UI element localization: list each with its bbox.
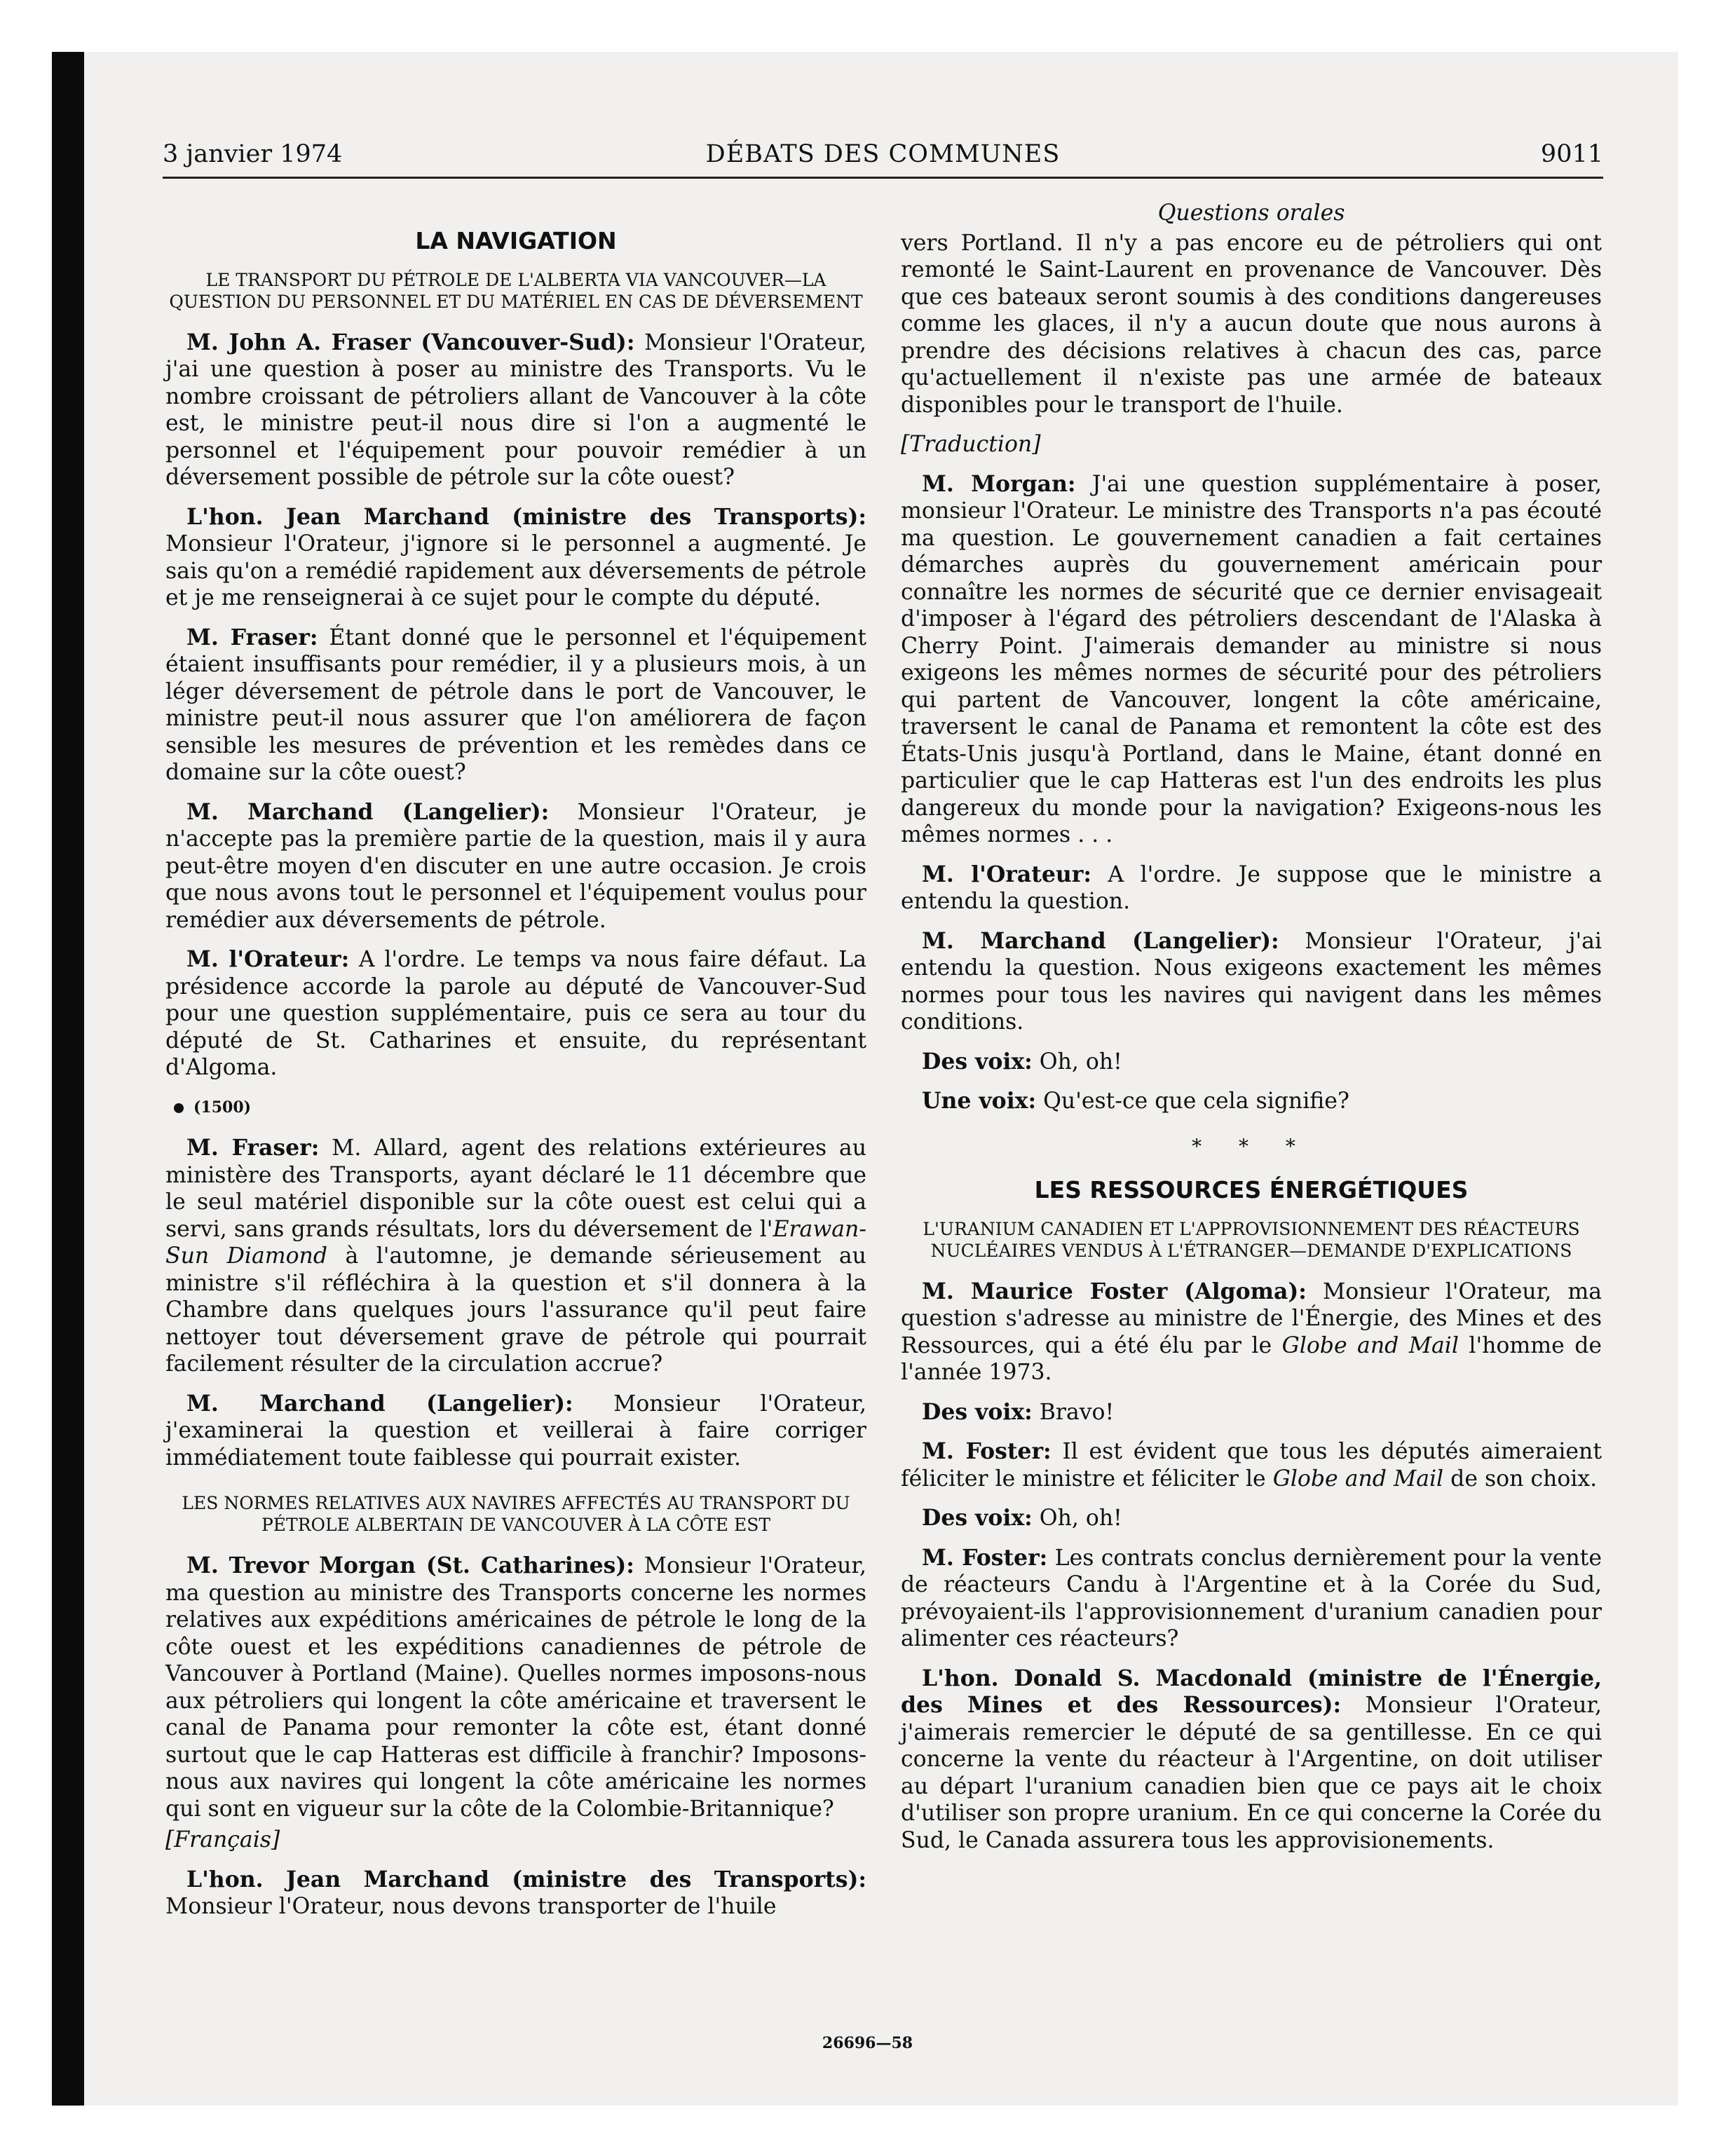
speaker-name: Des voix: <box>922 1505 1033 1531</box>
speaker-name: L'hon. Jean Marchand (ministre des Transports): <box>186 503 866 530</box>
subsection-title: LES NORMES RELATIVES AUX NAVIRES AFFECTÉS AU TRANSPORT DU PÉTROLE ALBERTAIN DE VANCOUVER À LA CÔTE EST <box>182 1493 850 1535</box>
speech-text: Monsieur l'Orateur, j'examinerai la question et veillerai à faire corriger immédiatement toute faiblesse qui pourrait exister. <box>165 1391 866 1471</box>
ship-name: Erawan-Sun Diamond <box>165 1216 866 1269</box>
speaker-name: M. Trevor Morgan (St. Catharines): <box>186 1553 634 1578</box>
time-marker <box>174 1094 866 1121</box>
section-separator: * * * <box>1192 1134 1311 1158</box>
speech-paragraph <box>901 1665 1602 1855</box>
bullet-icon <box>174 1103 184 1113</box>
speech-text: Bravo! <box>1032 1399 1115 1425</box>
header-page-number: 9011 <box>1540 140 1603 168</box>
speaker-name: M. John A. Fraser (Vancouver-Sud): <box>186 329 635 355</box>
speech-text: Monsieur l'Orateur, ma question au ministre des Transports concerne les normes relatives aux expéditions américaines de pétrole le long de la côte ouest et les expéditions canadiennes de pétrole de Vancouver à Portland (Maine). Quelles normes imposons-nous aux pétroliers qui longent la côte américaine et traversent le canal de Panama pour remonter la côte est, étant donné surtout que le cap Hatteras est difficile à franchir? Imposons-nous aux navires qui longent la côte américaine les normes qui sont en vigueur sur la côte de la Colombie-Britannique? <box>165 1553 866 1822</box>
speaker-name: M. Marchand (Langelier): <box>186 1390 573 1417</box>
speaker-name: M. Foster: <box>922 1438 1052 1464</box>
speech-paragraph <box>165 504 866 612</box>
running-head: Questions orales <box>1157 200 1345 226</box>
binding-edge <box>52 52 84 2106</box>
speech-paragraph <box>165 625 866 786</box>
speech-text: Étant donné que le personnel et l'équipement étaient insuffisants pour remédier, il y a plusieurs mois, à un léger déversement de pétrole dans le port de Vancouver, le ministre peut-il nous assurer que l'on améliorera de façon sensible les mesures de prévention et les remèdes dans ce domaine sur la côte ouest? <box>165 625 866 785</box>
speech-text: Monsieur l'Orateur, je n'accepte pas la première partie de la question, mais il y aura peut-être moyen d'en discuter en une autre occasion. Je crois que nous avons tout le personnel et l'équipement voulus pour remédier aux déversements de pétrole. <box>165 799 866 933</box>
speech-paragraph <box>165 946 866 1082</box>
header-date: 3 janvier 1974 <box>163 140 343 168</box>
speech-text: Qu'est-ce que cela signifie? <box>1036 1089 1349 1114</box>
speech-paragraph <box>901 1278 1602 1386</box>
speaker-name: M. Maurice Foster (Algoma): <box>922 1278 1307 1304</box>
speaker-name: M. Fraser: <box>186 1135 320 1161</box>
page-header <box>163 140 1603 175</box>
subsection-title: LE TRANSPORT DU PÉTROLE DE L'ALBERTA VIA VANCOUVER—LA QUESTION DU PERSONNEL ET DU MATÉRIEL EN CAS DE DÉVERSEMENT <box>169 269 863 312</box>
speech-text: M. Allard, agent des relations extérieures au ministère des Transports, ayant déclaré le 11 décembre que le seul matériel disponible sur la côte ouest est celui qui a servi, sans grands résultats, lors du déversement de l' <box>165 1135 866 1242</box>
speech-text: A l'ordre. Le temps va nous faire défaut. La présidence accorde la parole au député de Vancouver-Sud pour une question supplémentaire, puis ce sera au tour du député de St. Catharines et ensuite, du représentant d'Algoma. <box>165 947 867 1080</box>
speech-text: Monsieur l'Orateur, j'aimerais remercier le député de sa gentillesse. En ce qui concerne la vente du réacteur à l'Argentine, on doit utiliser au départ l'uranium canadien bien que ce pays ait le choix d'utiliser son propre uranium. En ce qui concerne la Corée du Sud, le Canada assurera tous les approvisionements. <box>901 1693 1602 1853</box>
speaker-name: Des voix: <box>922 1048 1033 1074</box>
speech-text: Oh, oh! <box>1032 1049 1122 1074</box>
speech-text: Monsieur l'Orateur, j'ai entendu la question. Nous exigeons exactement les mêmes normes pour tous les navires qui navigent dans les mêmes conditions. <box>901 928 1602 1035</box>
speaker-name: M. Fraser: <box>186 624 318 650</box>
speech-paragraph <box>165 1391 866 1472</box>
speaker-name: M. Morgan: <box>922 470 1076 497</box>
speech-text: l'homme de l'année 1973. <box>901 1332 1602 1385</box>
speech-text: Monsieur l'Orateur, ma question s'adresse au ministre de l'Énergie, des Mines et des Ressources, qui a été élu par le <box>901 1278 1602 1358</box>
speech-text: J'ai une question supplémentaire à poser, monsieur l'Orateur. Le ministre des Transports n'a pas écouté ma question. Le gouvernement canadien a fait certaines démarches auprès du gouvernement américain pour connaître les normes de sécurité que ce dernier envisageait d'imposer à l'égard des pétroliers descendant de l'Alaska à Cherry Point. J'aimerais demander au ministre si nous exigeons les mêmes normes de sécurité pour des pétroliers qui partent de Vancouver, longent la côte américaine, traversent le canal de Panama et remontent la côte est des États-Unis jusqu'à Portland, dans le Maine, étant donné en particulier que le cap Hatteras est l'un des endroits les plus dangereux du monde pour la navigation? Exigeons-nous les mêmes normes . . . <box>901 471 1602 847</box>
speech-text: Monsieur l'Orateur, j'ignore si le personnel a augmenté. Je sais qu'on a remédié rapidement aux déversements de pétrole et je me renseignerai à ce sujet pour le compte du député. <box>165 531 866 610</box>
speech-text: Il est évident que tous les députés aimeraient féliciter le ministre et féliciter le <box>901 1439 1602 1492</box>
speech-continuation: vers Portland. Il n'y a pas encore eu de pétroliers qui ont remonté le Saint-Laurent en provenance de Vancouver. Dès que ces bateaux seront soumis à des conditions dangereuses comme les glaces, il n'y a aucun doute que nous aurons à prendre des décisions relatives à chacun des cas, parce qu'actuellement il n'existe pas une armée de bateaux disponibles pour le transport de l'huile. <box>901 230 1602 418</box>
left-column <box>165 200 866 1933</box>
speech-paragraph <box>901 1049 1602 1076</box>
section-title-navigation: LA NAVIGATION <box>415 227 617 254</box>
speech-paragraph <box>165 1553 866 1822</box>
speaker-name: L'hon. Donald S. Macdonald (ministre de l'Énergie, des Mines et des Ressources): <box>901 1665 1602 1718</box>
speaker-name: M. l'Orateur: <box>186 946 350 972</box>
language-marker: [Français] <box>165 1827 280 1853</box>
speech-paragraph <box>901 1399 1602 1426</box>
speech-text: Les contrats conclus dernièrement pour la vente de réacteurs Candu à l'Argentine et à la Corée du Sud, prévoyaient-ils l'approvisionnement d'uranium canadien pour alimenter ces réacteurs? <box>901 1545 1602 1651</box>
speech-text: A l'ordre. Je suppose que le ministre a entendu la question. <box>901 861 1603 914</box>
speech-paragraph <box>165 1867 866 1920</box>
speech-paragraph <box>901 1505 1602 1532</box>
speaker-name: Des voix: <box>922 1398 1033 1425</box>
speech-paragraph <box>165 329 866 491</box>
speech-paragraph <box>901 1545 1602 1653</box>
speaker-name: Une voix: <box>922 1088 1037 1114</box>
newspaper-name: Globe and Mail <box>1272 1466 1444 1492</box>
speech-paragraph <box>901 861 1602 915</box>
speech-paragraph <box>901 1088 1602 1115</box>
speech-text: à l'automne, je demande sérieusement au ministre s'il réfléchira à la question et s'il donnera à la Chambre dans quelques jours l'assurance qu'il peut faire nettoyer tout déversement grave de pétrole qui pourrait facilement résulter de la circulation accrue? <box>165 1243 866 1377</box>
speech-paragraph <box>165 1135 866 1378</box>
header-rule <box>163 177 1603 179</box>
subsection-title: L'URANIUM CANADIEN ET L'APPROVISIONNEMENT DES RÉACTEURS NUCLÉAIRES VENDUS À L'ÉTRANGER—DEMANDE D'EXPLICATIONS <box>923 1218 1580 1261</box>
speech-text: de son choix. <box>1443 1466 1598 1492</box>
language-marker: [Traduction] <box>901 432 1041 457</box>
speaker-name: M. Foster: <box>922 1544 1048 1571</box>
speaker-name: L'hon. Jean Marchand (ministre des Transports): <box>186 1866 866 1892</box>
speech-paragraph <box>165 799 866 934</box>
speaker-name: M. Marchand (Langelier): <box>186 798 550 825</box>
speech-text: Monsieur l'Orateur, j'ai une question à poser au ministre des Transports. Vu le nombre croissant de pétroliers allant de Vancouver à la côte est, le ministre peut-il nous dire si l'on a augmenté le personnel et l'équipement pour pouvoir remédier à un déversement possible de pétrole sur la côte ouest? <box>165 329 867 490</box>
section-title-energy: LES RESSOURCES ÉNERGÉTIQUES <box>1034 1176 1469 1203</box>
speech-paragraph <box>901 471 1602 849</box>
speech-paragraph <box>901 1438 1602 1492</box>
speaker-name: M. Marchand (Langelier): <box>922 927 1279 954</box>
newspaper-name: Globe and Mail <box>1281 1332 1459 1358</box>
speech-text: Oh, oh! <box>1032 1506 1122 1531</box>
print-code: 26696—58 <box>822 2034 913 2052</box>
right-column <box>901 200 1602 1867</box>
header-title: DÉBATS DES COMMUNES <box>705 140 1061 168</box>
speech-paragraph <box>901 928 1602 1036</box>
speaker-name: M. l'Orateur: <box>922 861 1091 887</box>
time-marker-text: (1500) <box>193 1098 252 1117</box>
speech-text: Monsieur l'Orateur, nous devons transporter de l'huile <box>165 1894 777 1919</box>
